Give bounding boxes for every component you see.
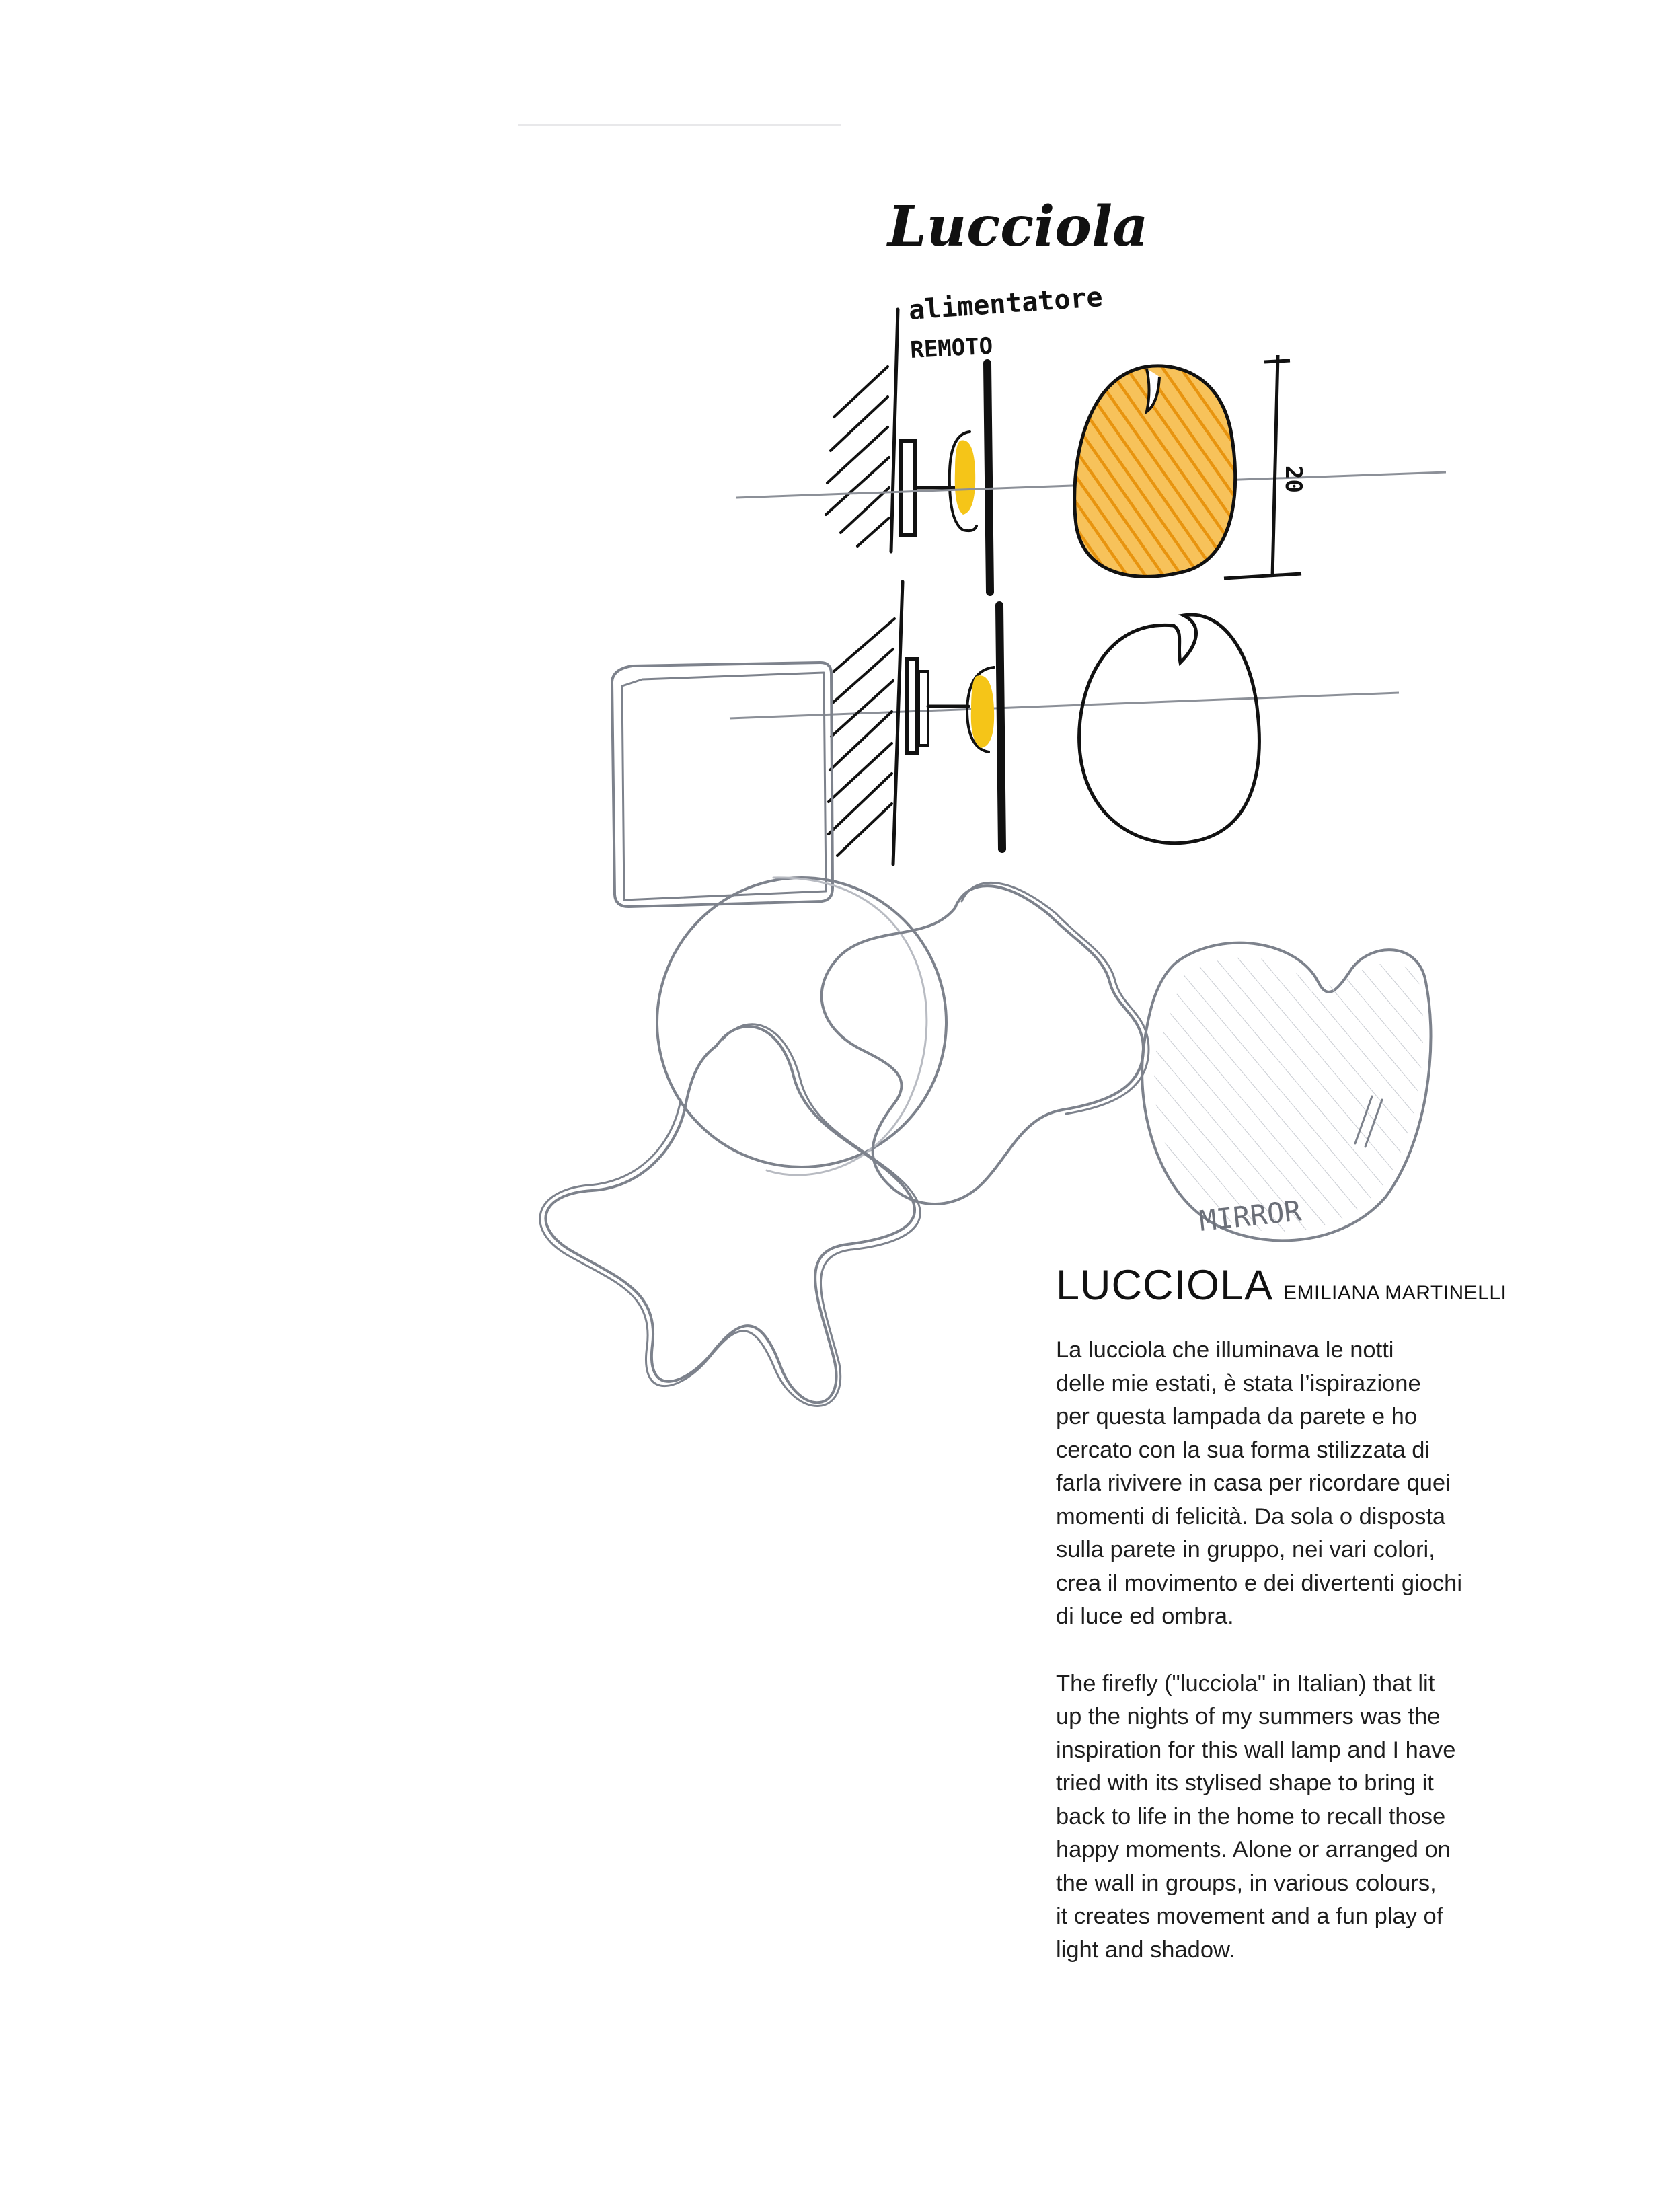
- mirror-hatching: [1154, 958, 1423, 1232]
- sketch-title: Lucciola: [888, 194, 1149, 259]
- note-power-supply: alimentatore: [907, 281, 1104, 326]
- product-name: LUCCIOLA: [1056, 1262, 1274, 1309]
- front-view-orange: [1075, 366, 1235, 576]
- designer-name: EMILIANA MARTINELLI: [1283, 1282, 1507, 1304]
- circle-shape-faint: [767, 878, 927, 1175]
- circle-shape: [657, 878, 946, 1167]
- note-remote: REMOTO: [909, 332, 994, 364]
- description-italian: La lucciola che illuminava le notti delle mie estati, è stata l’ispirazione per questa lampada da parete e ho cercato con la sua forma stilizzata di farla rivivere in casa per ricordare quei momenti di felicità. Da sola o disposta sulla parete in gruppo, nei vari colori, crea il movimento e dei divertenti giochi di luce ed ombra.: [1056, 1337, 1463, 1629]
- square-shape: [612, 663, 833, 907]
- front-view-outline: [1079, 615, 1260, 843]
- star-shape: [545, 1026, 915, 1402]
- dimension-label: 20: [1280, 465, 1307, 493]
- product-heading: [1056, 1262, 1594, 1309]
- blob-shape-double: [962, 882, 1149, 1114]
- lamp-glow-top: [955, 441, 975, 515]
- square-shape-inner: [622, 673, 826, 900]
- description-english: The firefly ("lucciola" in Italian) that lit up the nights of my summers was the inspiration for this wall lamp and I have tried with its stylised shape to bring it back to life in the home to recall those happy moments. Alone or arranged on the wall in groups, in various colours, it creates movement and a fun play of light and shadow.: [1056, 1670, 1456, 1963]
- lamp-glow-middle: [971, 675, 994, 748]
- mirror-label: MIRROR: [1197, 1194, 1303, 1238]
- product-description: [1056, 1262, 1594, 1967]
- star-shape-double: [540, 1024, 920, 1406]
